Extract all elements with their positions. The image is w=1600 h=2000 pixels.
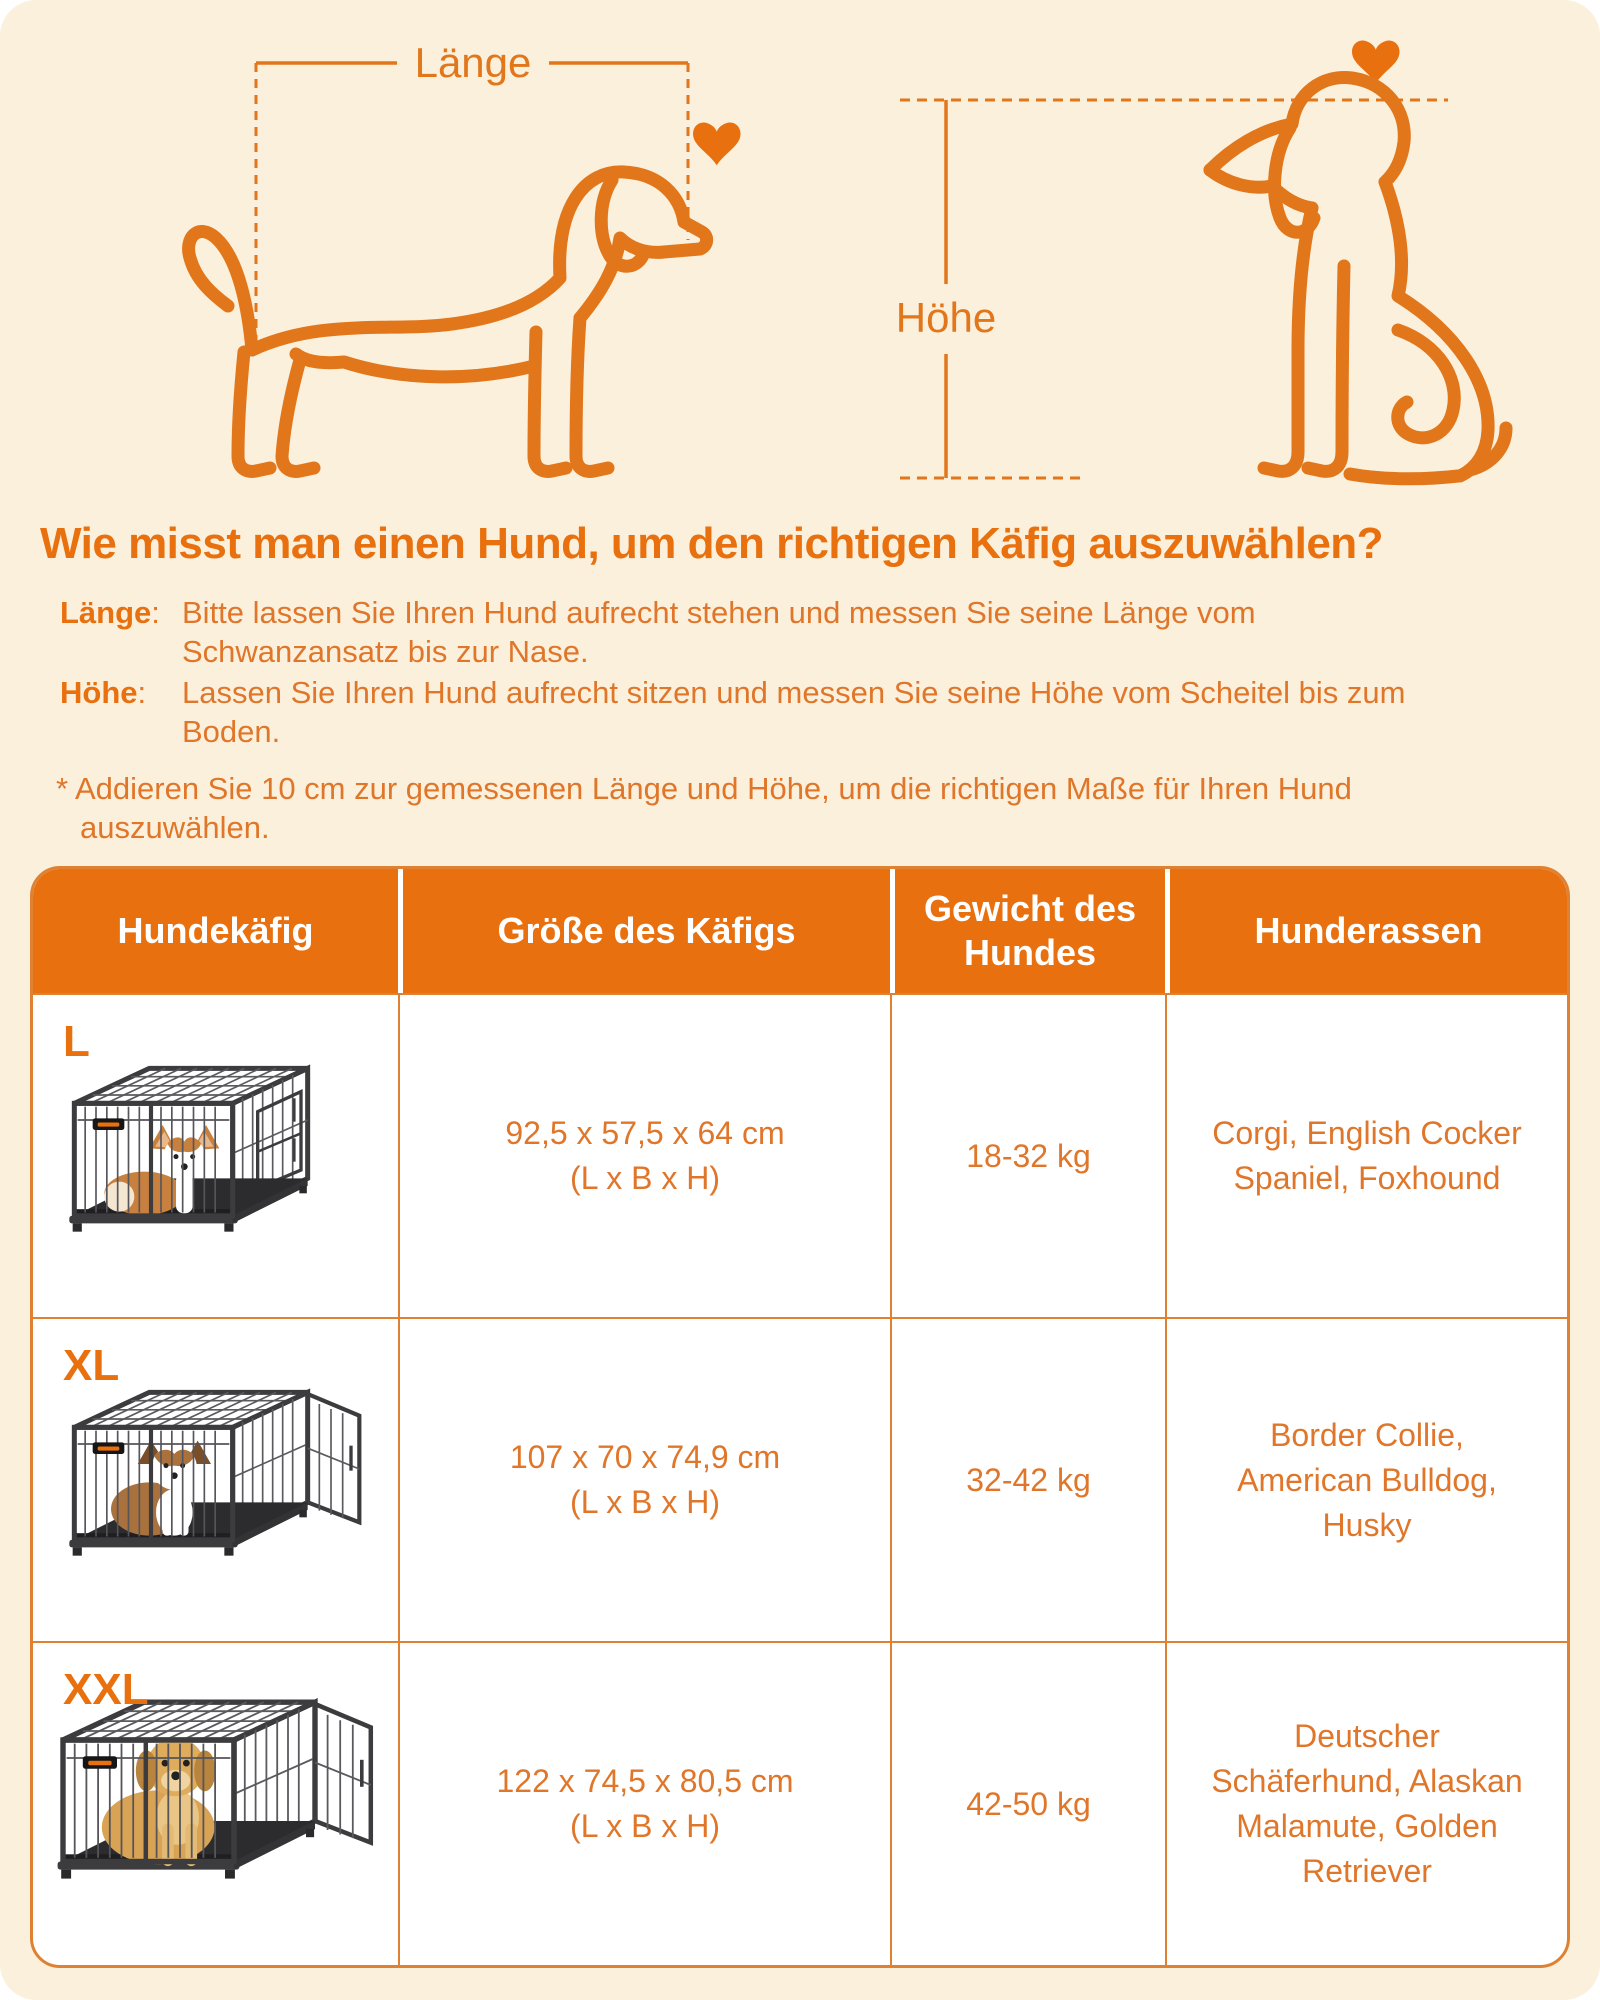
height-label: Höhe bbox=[895, 294, 997, 341]
dog-weight: 18-32 kg bbox=[966, 1137, 1091, 1174]
weight-cell bbox=[890, 995, 1165, 1317]
crate-dimensions: 107 x 70 x 74,9 cm bbox=[509, 1439, 781, 1475]
measuring-diagram bbox=[0, 0, 1600, 505]
dog-breeds: Deutscher Schäferhund, Alaskan Malamute, Golden Retriever bbox=[1211, 1718, 1523, 1889]
height-instruction bbox=[60, 673, 1600, 751]
table-row bbox=[33, 1641, 1567, 1965]
dimensions-cell bbox=[398, 1643, 890, 1965]
table-row bbox=[33, 993, 1567, 1317]
colon: : bbox=[151, 595, 160, 630]
dimensions-legend: (L x B x H) bbox=[570, 1484, 720, 1520]
dimensions-cell bbox=[398, 1319, 890, 1641]
weight-cell bbox=[890, 1319, 1165, 1641]
colon: : bbox=[137, 675, 147, 710]
length-instruction-text: Bitte lassen Sie Ihren Hund aufrecht stehen und messen Sie seine Länge vom Schwanzansatz bis zur Nase. bbox=[182, 595, 1256, 669]
breeds-cell bbox=[1165, 1319, 1567, 1641]
heart-icon bbox=[693, 123, 741, 166]
length-term: Länge bbox=[60, 595, 152, 630]
height-instruction-text: Lassen Sie Ihren Hund aufrecht sitzen und messen Sie seine Höhe vom Scheitel bis zum Boden. bbox=[182, 675, 1406, 749]
dog-weight: 32-42 kg bbox=[966, 1461, 1091, 1498]
crate-dimensions: 92,5 x 57,5 x 64 cm bbox=[505, 1115, 785, 1151]
product-cell-xl bbox=[33, 1319, 398, 1641]
size-badge: L bbox=[63, 1017, 90, 1066]
header-crate-size: Größe des Käfigs bbox=[398, 869, 890, 993]
length-instruction bbox=[60, 593, 1600, 671]
header-dog-weight: Gewicht des Hundes bbox=[890, 869, 1165, 993]
footnote: * Addieren Sie 10 cm zur gemessenen Länge und Höhe, um die richtigen Maße für Ihren Hund auszuwählen. bbox=[56, 771, 1352, 845]
product-cell-xxl bbox=[33, 1643, 398, 1965]
size-badge: XXL bbox=[63, 1665, 149, 1714]
sitting-dog-outline bbox=[1210, 77, 1506, 478]
length-measure-lines bbox=[256, 63, 688, 348]
table-header-row bbox=[33, 869, 1567, 993]
height-term: Höhe bbox=[60, 675, 138, 710]
dimensions-cell bbox=[398, 995, 890, 1317]
dog-weight: 42-50 kg bbox=[966, 1785, 1091, 1822]
crate-with-border-collie-photo bbox=[57, 1369, 375, 1569]
dog-breeds: Border Collie, American Bulldog, Husky bbox=[1237, 1416, 1497, 1543]
breeds-cell bbox=[1165, 995, 1567, 1317]
size-table bbox=[30, 866, 1570, 1968]
height-measure-lines bbox=[900, 100, 1448, 478]
header-dog-breeds: Hunderassen bbox=[1165, 869, 1567, 993]
standing-dog-outline bbox=[189, 172, 707, 472]
dog-breeds: Corgi, English Cocker Spaniel, Foxhound bbox=[1212, 1115, 1522, 1196]
page-title: Wie misst man einen Hund, um den richtigen Käfig auszuwählen? bbox=[40, 519, 1384, 568]
measuring-instructions bbox=[60, 593, 1600, 751]
dimensions-legend: (L x B x H) bbox=[570, 1160, 720, 1196]
size-badge: XL bbox=[63, 1341, 120, 1390]
length-label: Länge bbox=[414, 39, 532, 86]
weight-cell bbox=[890, 1643, 1165, 1965]
dimensions-legend: (L x B x H) bbox=[570, 1808, 720, 1844]
crate-dimensions: 122 x 74,5 x 80,5 cm bbox=[496, 1763, 794, 1799]
breeds-cell bbox=[1165, 1643, 1567, 1965]
header-dog-crate: Hundekäfig bbox=[117, 910, 314, 951]
table-row bbox=[33, 1317, 1567, 1641]
crate-with-corgi-photo bbox=[57, 1045, 375, 1245]
product-cell-l bbox=[33, 995, 398, 1317]
